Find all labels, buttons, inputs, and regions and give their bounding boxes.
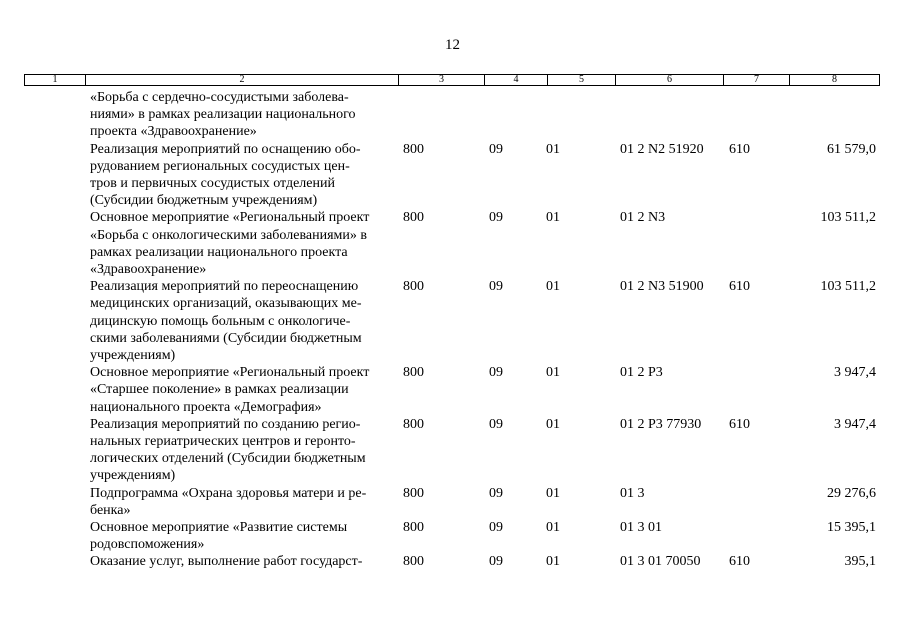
row-expense-type: 610 — [729, 141, 750, 157]
description-line: Основное мероприятие «Развитие системы — [90, 520, 348, 535]
row-expense-type: 610 — [729, 416, 750, 432]
header-col-1: 1 — [25, 75, 86, 85]
description-line: рамках реализации национального проекта — [90, 244, 348, 260]
row-description — [90, 141, 395, 210]
row-code-4: 09 — [489, 210, 503, 226]
description-line: «Борьба с онкологическими заболеваниями» в — [90, 227, 367, 243]
description-line: «Здравоохранение» — [90, 262, 207, 277]
row-target-code: 01 2 N3 — [620, 210, 666, 226]
row-target-code: 01 3 01 — [620, 520, 662, 535]
row-amount: 29 276,6 — [827, 485, 876, 501]
header-col-5: 5 — [548, 75, 616, 85]
row-code-3: 800 — [403, 520, 424, 535]
description-line: Подпрограмма «Охрана здоровья матери и ре- — [90, 485, 367, 501]
row-code-3: 800 — [403, 554, 424, 570]
row-amount: 3 947,4 — [834, 365, 876, 381]
row-target-code: 01 2 P3 77930 — [620, 416, 702, 432]
row-expense-type: 610 — [729, 554, 750, 570]
row-code-4: 09 — [489, 416, 503, 432]
description-line: логических отделений (Субсидии бюджетным — [90, 451, 366, 467]
header-col-2: 2 — [86, 75, 399, 85]
row-description — [90, 553, 395, 570]
description-line: (Субсидии бюджетным учреждениям) — [90, 193, 318, 209]
row-code-5: 01 — [546, 279, 560, 295]
row-description — [90, 209, 395, 278]
row-code-4: 09 — [489, 365, 503, 381]
row-code-5: 01 — [546, 365, 560, 381]
row-description — [90, 89, 395, 141]
row-amount: 15 395,1 — [827, 520, 876, 535]
description-line: скими заболеваниями (Субсидии бюджетным — [90, 330, 362, 346]
row-amount: 61 579,0 — [827, 141, 876, 157]
description-line: бенка» — [90, 502, 131, 518]
header-col-8: 8 — [832, 74, 837, 85]
header-col-6: 6 — [616, 75, 724, 85]
header-col-4: 4 — [485, 75, 548, 85]
description-line: Основное мероприятие «Региональный проект — [90, 210, 370, 226]
row-code-5: 01 — [546, 141, 560, 157]
row-expense-type: 610 — [729, 279, 750, 295]
row-code-4: 09 — [489, 520, 503, 535]
description-line: проекта «Здравоохранение» — [90, 124, 257, 140]
table-header — [24, 74, 880, 86]
description-line: Реализация мероприятий по оснащению обо- — [90, 141, 361, 157]
row-description — [90, 416, 395, 485]
description-line: тров и первичных сосудистых отделений — [90, 176, 335, 191]
row-code-3: 800 — [403, 279, 424, 295]
row-target-code: 01 3 — [620, 485, 645, 501]
header-col-3: 3 — [399, 75, 485, 85]
description-line: дицинскую помощь больным с онкологиче- — [90, 313, 351, 329]
description-line: Реализация мероприятий по переоснащению — [90, 279, 359, 295]
row-target-code: 01 2 P3 — [620, 365, 663, 381]
description-line: учреждениям) — [90, 348, 176, 363]
description-line: «Борьба с сердечно-сосудистыми заболева- — [90, 90, 349, 105]
description-line: «Старшее поколение» в рамках реализации — [90, 382, 349, 398]
description-line: медицинских организаций, оказывающих ме- — [90, 296, 362, 312]
row-code-4: 09 — [489, 554, 503, 570]
row-target-code: 01 3 01 70050 — [620, 554, 701, 570]
row-code-3: 800 — [403, 210, 424, 226]
row-code-5: 01 — [546, 416, 560, 432]
description-line: рудованием региональных сосудистых цен- — [90, 158, 350, 174]
row-code-3: 800 — [403, 365, 424, 381]
description-line: ниями» в рамках реализации национального — [90, 107, 356, 123]
description-line: нальных гериатрических центров и геронто- — [90, 434, 356, 449]
row-target-code: 01 2 N3 51900 — [620, 279, 704, 295]
row-code-5: 01 — [546, 210, 560, 226]
description-line: Оказание услуг, выполнение работ государст- — [90, 554, 363, 570]
header-col-7: 7 — [724, 75, 790, 85]
row-amount: 3 947,4 — [834, 416, 876, 432]
row-description — [90, 519, 395, 553]
description-line: Основное мероприятие «Региональный проект — [90, 365, 370, 381]
row-description — [90, 485, 395, 519]
page-number: 12 — [445, 37, 460, 53]
row-description — [90, 278, 395, 364]
row-code-4: 09 — [489, 485, 503, 501]
description-line: национального проекта «Демография» — [90, 399, 322, 415]
row-code-3: 800 — [403, 141, 424, 157]
row-amount: 103 511,2 — [820, 210, 876, 226]
row-code-5: 01 — [546, 485, 560, 501]
description-line: родовспоможения» — [90, 537, 205, 553]
row-code-5: 01 — [546, 520, 560, 535]
row-code-5: 01 — [546, 554, 560, 570]
description-line: учреждениям) — [90, 468, 176, 484]
row-code-4: 09 — [489, 141, 503, 157]
row-amount: 103 511,2 — [820, 279, 876, 295]
row-code-3: 800 — [403, 485, 424, 501]
row-code-4: 09 — [489, 279, 503, 295]
row-target-code: 01 2 N2 51920 — [620, 141, 704, 157]
row-amount: 395,1 — [844, 554, 876, 570]
description-line: Реализация мероприятий по созданию регио- — [90, 416, 361, 432]
row-code-3: 800 — [403, 416, 424, 432]
row-description — [90, 364, 395, 416]
